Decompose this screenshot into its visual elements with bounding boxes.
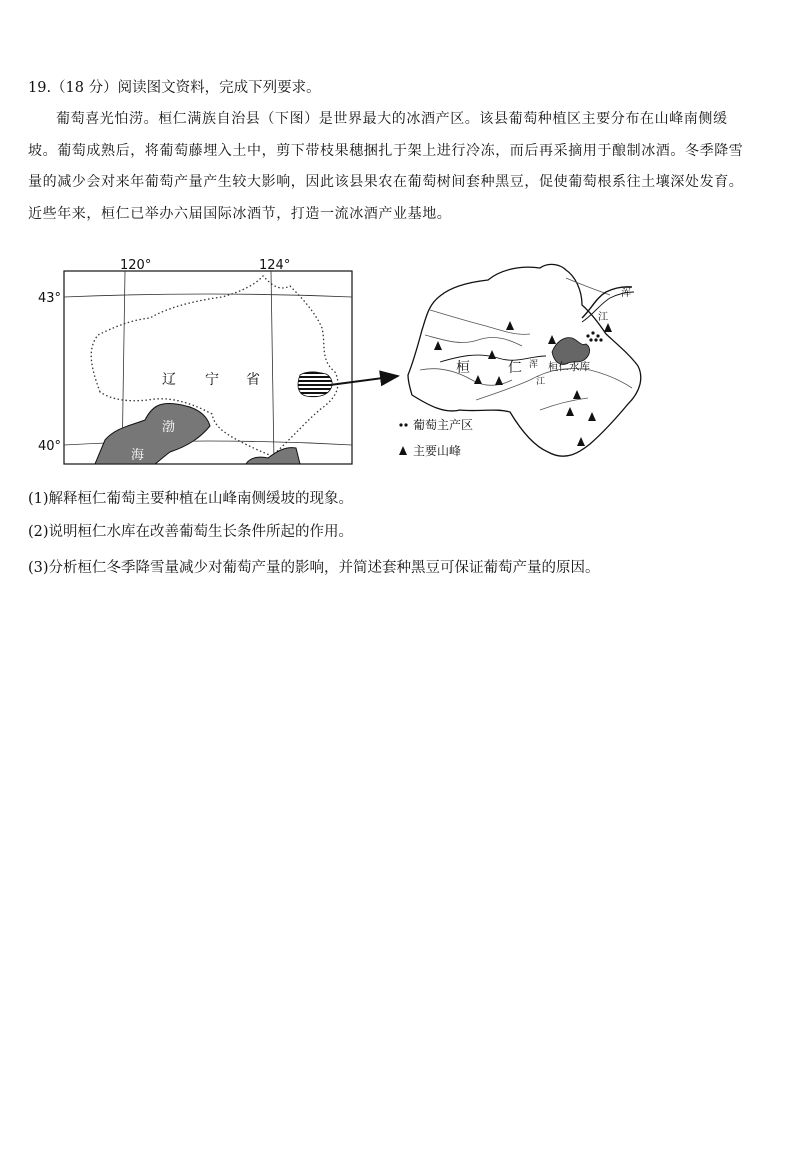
- task-3: (3)分析桓仁冬季降雪量减少对葡萄产量的影响，并简述套种黑豆可保证葡萄产量的原因。: [28, 560, 600, 576]
- river-label-jiang-south: 江: [536, 377, 546, 387]
- county-char-2: 仁: [508, 360, 522, 376]
- lon-120-label: 120°: [120, 258, 152, 273]
- lon-124-label: 124°: [259, 258, 291, 273]
- map-legend: [399, 417, 473, 458]
- legend-peak-label: 主要山峰: [413, 444, 462, 458]
- lat-43-label: 43°: [38, 291, 62, 306]
- legend-grape-label: 葡萄主产区: [413, 418, 474, 432]
- task-1: (1)解释桓仁葡萄主要种植在山峰南侧缓坡的现象。: [28, 491, 354, 507]
- river-label-jiang-north: 江: [598, 312, 608, 323]
- lat-40-label: 40°: [38, 439, 62, 454]
- province-char-2: 宁: [205, 372, 219, 388]
- county-char-1: 桓: [456, 360, 470, 376]
- task-2: (2)说明桓仁水库在改善葡萄生长条件所起的作用。: [28, 524, 354, 540]
- right-map: [399, 264, 641, 458]
- question-title: 19.（18 分）阅读图文资料，完成下列要求。: [28, 80, 321, 96]
- river-label-hun-north: 浑: [621, 288, 631, 299]
- reservoir-label: 桓仁水库: [548, 361, 590, 373]
- province-char-3: 省: [246, 372, 260, 388]
- river-label-hun-south: 浑: [529, 360, 539, 370]
- sea-char-1: 渤: [162, 420, 176, 435]
- legend-peak-icon: [399, 446, 407, 455]
- sea-char-2: 海: [131, 448, 145, 463]
- province-char-1: 辽: [162, 372, 176, 388]
- huanren-county-marker: [298, 372, 332, 397]
- figure: [0, 250, 800, 470]
- question-paragraph: 葡萄喜光怕涝。桓仁满族自治县（下图）是世界最大的冰酒产区。该县葡萄种植区主要分布在山峰南侧缓坡。葡萄成熟后，将葡萄藤埋入土中，剪下带枝果穗捆扎于架上进行冷冻，而后再采摘用于酿制冰酒。冬季降雪量的减少会对来年葡萄产量产生较大影响，因此该县果农在葡萄树间套种黑豆，促使葡萄根系往土壤深处发育。近些年来，桓仁已举办六届国际冰酒节，打造一流冰酒产业基地。: [28, 111, 744, 222]
- left-map: [38, 258, 352, 464]
